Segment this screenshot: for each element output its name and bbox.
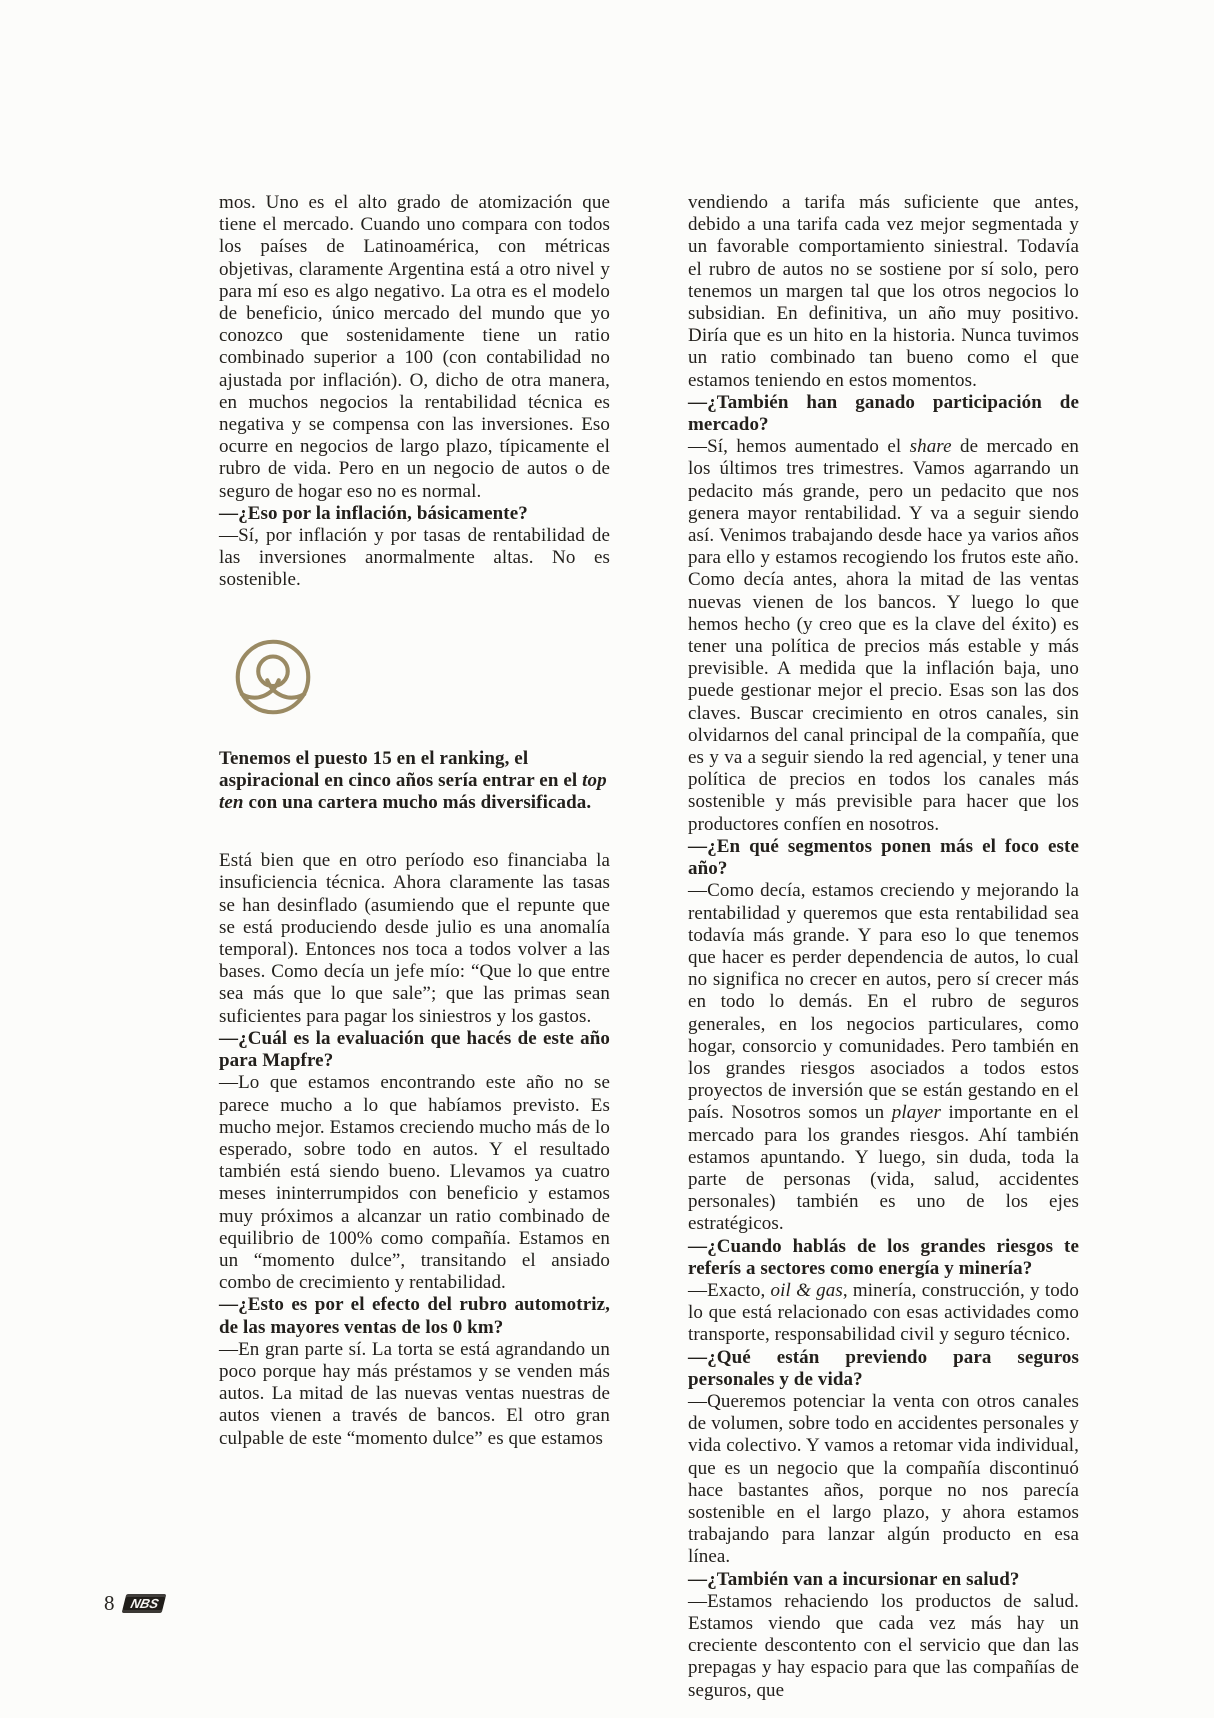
question-paragraph: [688, 1569, 1079, 1591]
text-segment: —¿Cuando hablás de los grandes riesgos te referís a sectores como energía y minería?: [688, 1235, 1079, 1279]
text-segment: —En gran parte sí. La torta se está agrandando un poco porque hay más préstamos y se venden más autos. La mitad de las nuevas ventas nuestras de autos vienen a través de bancos. El otro gran culpable de este “momento dulce” es que estamos: [219, 1338, 610, 1449]
text-segment: —¿Cuál es la evaluación que hacés de este año para Mapfre?: [219, 1027, 610, 1072]
text-segment: de mercado en los últimos tres trimestres. Vamos agarrando un pedacito más grande, pero un pedacito que nos genera mayor rentabilidad. Y va a seguir siendo así. Venimos trabajando desde hace ya varios años para ello y estamos recogiendo los frutos este año. Como decía antes, ahora la mitad de las ventas nuevas vienen de los bancos. Y luego lo que hemos hecho (y creo que es la clave del éxito) es tener una política de precios más estable y más previsible. A medida que la inflación baja, uno puede gestionar mejor el precio. Esas son las dos claves. Buscar crecimiento en otros canales, sin olvidarnos del canal principal de la compañía, que es y va a seguir siendo la red agencial, y tener una política de precios en todos los canales más sostenible y más previsible para hacer que los productores confíen en nosotros.: [688, 436, 1080, 835]
text-segment: importante en el mercado para los grandes riesgos. Ahí también estamos apuntando. Y luego, sin duda, toda la parte de personas (vida, salud, accidentes personales) también es uno de los ejes estratégicos.: [688, 1102, 1079, 1235]
right-column: [688, 192, 1079, 1702]
text-segment: Está bien que en otro período eso financiaba la insuficiencia técnica. Ahora claramente las tasas se han desinflado (asumiendo que el repunte que se está produciendo desde julio es una anomalía temporal). Entonces nos toca a todos volver a las bases. Como decía un jefe mío: “Que lo que entre sea más que lo que sale”; que las primas sean suficientes para pagar los siniestros y los gastos.: [219, 850, 610, 1027]
text-segment: —Exacto,: [688, 1279, 771, 1301]
page-footer: [104, 1591, 164, 1616]
italic-text-segment: player: [891, 1102, 941, 1124]
body-paragraph: [688, 1591, 1079, 1702]
italic-text-segment: share: [909, 436, 952, 458]
body-paragraph: [219, 1339, 610, 1450]
body-paragraph: [688, 192, 1079, 392]
body-paragraph: [688, 1280, 1079, 1347]
text-segment: —Sí, por inflación y por tasas de rentabilidad de las inversiones anormalmente altas. No es sostenible.: [219, 525, 610, 591]
text-segment: —¿Esto es por el efecto del rubro automotriz, de las mayores ventas de los 0 km?: [219, 1294, 610, 1338]
italic-text-segment: top ten: [219, 769, 607, 814]
text-segment: con una cartera mucho más diversificada.: [243, 792, 592, 814]
body-paragraph: [688, 880, 1079, 1235]
article-body: [219, 192, 1079, 1702]
text-segment: , minería, construcción, y todo lo que está relacionado con esas actividades como transporte, responsabilidad civil y seguro técnico.: [688, 1279, 1079, 1346]
text-segment: —¿En qué segmentos ponen más el foco este año?: [688, 835, 1079, 880]
question-paragraph: [219, 503, 610, 525]
body-paragraph: [688, 1391, 1079, 1569]
text-segment: —Estamos rehaciendo los productos de salud. Estamos viendo que cada vez más hay un creciente descontento con el servicio que dan las prepagas y hay espacio para que las compañías de seguros, que: [688, 1590, 1079, 1701]
page-number: 8: [104, 1591, 115, 1615]
body-paragraph: [219, 1072, 610, 1294]
body-paragraph: [219, 850, 610, 1028]
text-segment: —Queremos potenciar la venta con otros canales de volumen, sobre todo en accidentes personales y vida colectivo. Y vamos a retomar vida individual, que es un negocio que la compañía discontinuó hace bastantes años, porque no nos parecía sostenible en el largo plazo, y ahora estamos trabajando para lanzar algún producto en esa línea.: [688, 1390, 1079, 1568]
text-segment: —¿También han ganado participación de mercado?: [688, 391, 1079, 436]
body-paragraph: [219, 192, 610, 503]
text-segment: —Como decía, estamos creciendo y mejorando la rentabilidad y queremos que esta rentabilidad sea todavía más grande. Y para eso lo que tenemos que hacer es perder dependencia de autos, lo cual no significa no crecer en autos, pero sí crecer más en todo lo demás. En el rubro de seguros generales, en los negocios particulares, como hogar, consorcio y comunidades. Pero también en los grandes riesgos asociados a todos estos proyectos de inversión que se están gestando en el país. Nosotros somos un: [688, 880, 1079, 1124]
text-segment: —Sí, hemos aumentado el: [688, 436, 910, 458]
quote-icon: [232, 636, 314, 718]
body-paragraph: [219, 525, 610, 592]
text-segment: —Lo que estamos encontrando este año no se parece mucho a lo que habíamos previsto. Es mucho mejor. Estamos creciendo mucho más de lo esperado, sobre todo en autos. Y el resultado también está siendo bueno. Llevamos ya cuatro meses ininterrumpidos con beneficio y estamos muy próximos a alcanzar un ratio combinado de equilibrio de 100% como compañía. Estamos en un “momento dulce”, transitando el ansiado combo de crecimiento y rentabilidad.: [219, 1072, 610, 1294]
text-segment: Tenemos el puesto 15 en el ranking, el aspiracional en cinco años sería entrar en el: [219, 747, 583, 791]
text-segment: —¿También van a incursionar en salud?: [688, 1568, 1020, 1590]
question-paragraph: [688, 1347, 1079, 1391]
text-segment: —¿Qué están previendo para seguros personales y de vida?: [688, 1346, 1079, 1390]
italic-text-segment: oil & gas: [770, 1279, 843, 1301]
question-paragraph: [219, 1028, 610, 1072]
body-paragraph: [688, 436, 1079, 836]
question-paragraph: [688, 392, 1079, 436]
nbs-magazine-logo: NBS: [121, 1594, 166, 1613]
text-segment: —¿Eso por la inflación, básicamente?: [219, 502, 528, 524]
question-paragraph: [688, 1236, 1079, 1280]
question-paragraph: [219, 1294, 610, 1338]
left-column: [219, 192, 610, 1702]
pull-quote: [219, 748, 610, 815]
text-segment: mos. Uno es el alto grado de atomización que tiene el mercado. Cuando uno compara con todos los países de Latinoamérica, con métricas objetivas, claramente Argentina está a otro nivel y para mí eso es algo negativo. La otra es el modelo de beneficio, único mercado del mundo que yo conozco que sostenidamente tiene un ratio combinado superior a 100 (con contabilidad no ajustada por inflación). O, dicho de otra manera, en muchos negocios la rentabilidad técnica es negativa y se compensa con las inversiones. Eso ocurre en negocios de largo plazo, típicamente el rubro de vida. Pero en un negocio de autos o de seguro de hogar eso no es normal.: [219, 192, 610, 502]
question-paragraph: [688, 836, 1079, 880]
text-segment: vendiendo a tarifa más suficiente que antes, debido a una tarifa cada vez mejor segmentada y un favorable comportamiento siniestral. Todavía el rubro de autos no se sostiene por sí solo, pero tenemos un margen tal que los otros negocios lo subsidian. En definitiva, un año muy positivo. Diría que es un hito en la historia. Nunca tuvimos un ratio combinado tan bueno como el que estamos teniendo en estos momentos.: [688, 192, 1079, 391]
